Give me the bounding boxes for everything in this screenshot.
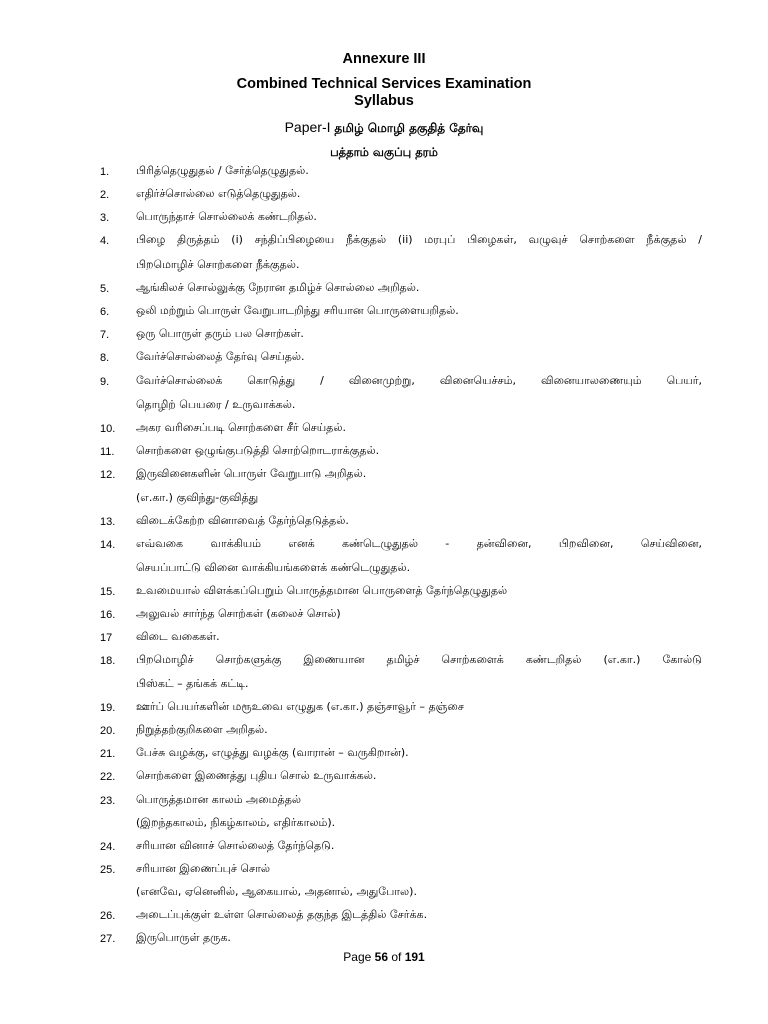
item-number: 15. — [100, 586, 116, 598]
page-current: 56 — [374, 950, 388, 964]
item-example: (எனவே, ஏனெனில், ஆகையால், அதனால், அதுபோல). — [136, 885, 417, 898]
item-number: 13. — [100, 516, 116, 528]
item-number: 11. — [100, 446, 115, 458]
item-example: (எ.கா.) குவிந்து-குவித்து — [136, 491, 259, 504]
item-text: இருபொருள் தருக. — [136, 931, 231, 944]
item-text-continued: பிஸ்கட் – தங்கக் கட்டி. — [136, 677, 249, 690]
item-text: எவ்வகை வாக்கியம் எனக் கண்டெழுதுதல் - தன்வினை, பிறவினை, செய்வினை, — [136, 537, 702, 550]
item-text-continued: செயப்பாட்டு வினை வாக்கியங்களைக் கண்டெழுதுதல். — [136, 561, 411, 574]
paper-label: Paper-I — [284, 119, 331, 135]
item-text-continued: பிறமொழிச் சொற்களை நீக்குதல். — [136, 258, 300, 271]
item-text: அடைப்புக்குள் உள்ள சொல்லைத் தகுந்த இடத்தில் சேர்க்க. — [136, 908, 428, 921]
item-number: 19. — [100, 702, 116, 714]
item-number: 17 — [100, 632, 113, 644]
item-number: 21. — [100, 748, 116, 760]
item-number: 23. — [100, 795, 116, 807]
paper-title: தமிழ் மொழி தகுதித் தேர்வு — [334, 121, 484, 135]
item-number: 20. — [100, 725, 116, 737]
annexure-heading: Annexure III — [342, 51, 426, 67]
item-number: 5. — [100, 283, 110, 295]
item-text: எதிர்ச்சொல்லை எடுத்தெழுதுதல். — [136, 187, 301, 200]
page-total: 191 — [404, 950, 425, 964]
of-word: of — [391, 950, 402, 964]
item-text: சரியான இணைப்புச் சொல் — [136, 862, 270, 875]
item-text-continued: தொழிற் பெயரை / உருவாக்கல். — [136, 398, 296, 411]
item-text: பொருத்தமான காலம் அமைத்தல் — [136, 793, 301, 806]
exam-title: Combined Technical Services Examination — [236, 76, 532, 92]
item-number: 16. — [100, 609, 116, 621]
item-text: நிறுத்தற்குறிகளை அறிதல். — [136, 723, 268, 736]
item-text: சரியான வினாச் சொல்லைத் தேர்ந்தெடு. — [136, 839, 335, 852]
item-text: ஊர்ப் பெயர்களின் மரூஉவை எழுதுக (எ.கா.) தஞ்சாவூர் – தஞ்சை — [136, 700, 464, 713]
item-text: விடை வகைகள். — [136, 630, 220, 643]
item-number: 22. — [100, 771, 116, 783]
item-number: 3. — [100, 212, 110, 224]
item-number: 27. — [100, 933, 116, 945]
item-number: 10. — [100, 423, 116, 435]
item-text: பிரித்தெழுதுதல் / சேர்த்தெழுதுதல். — [136, 164, 309, 177]
item-number: 18. — [100, 655, 116, 667]
page-word: Page — [343, 950, 372, 964]
item-text: பிழை திருத்தம் (i) சந்திப்பிழையை நீக்குதல் (ii) மரபுப் பிழைகள், வழுவுச் சொற்களை நீக்குதல் / — [136, 233, 702, 246]
item-text: ஒலி மற்றும் பொருள் வேறுபாடறிந்து சரியான பொருளையறிதல். — [136, 304, 459, 317]
item-number: 1. — [100, 166, 110, 178]
item-text: பிறமொழிச் சொற்களுக்கு இணையான தமிழ்ச் சொற்களைக் கண்டறிதல் (எ.கா.) கோல்டு — [136, 653, 702, 666]
item-text: பொருந்தாச் சொல்லைக் கண்டறிதல். — [136, 210, 317, 223]
item-text: ஆங்கிலச் சொல்லுக்கு நேரான தமிழ்ச் சொல்லை அறிதல். — [136, 281, 420, 294]
standard-heading: பத்தாம் வகுப்பு தரம் — [330, 145, 438, 159]
paper-heading — [0, 119, 768, 137]
item-number: 25. — [100, 864, 116, 876]
item-number: 4. — [100, 235, 110, 247]
item-text: அகர வரிசைப்படி சொற்களை சீர் செய்தல். — [136, 421, 346, 434]
item-example: (இறந்தகாலம், நிகழ்காலம், எதிர்காலம்). — [136, 816, 336, 829]
item-number: 7. — [100, 329, 110, 341]
item-text: இருவினைகளின் பொருள் வேறுபாடு அறிதல். — [136, 467, 367, 480]
item-text: பேச்சு வழக்கு, எழுத்து வழக்கு (வாரான் – வருகிறான்). — [136, 746, 409, 759]
item-text: சொற்களை ஒழுங்குபடுத்தி சொற்றொடராக்குதல். — [136, 444, 380, 457]
item-number: 14. — [100, 539, 116, 551]
syllabus-heading: Syllabus — [354, 93, 414, 109]
item-number: 2. — [100, 189, 110, 201]
item-text: வேர்ச்சொல்லைக் கொடுத்து / வினைமுற்று, வினையெச்சம், வினையாலணையும் பெயர், — [136, 374, 702, 387]
item-text: வேர்ச்சொல்லைத் தேர்வு செய்தல். — [136, 350, 305, 363]
item-text: அலுவல் சார்ந்த சொற்கள் (கலைச் சொல்) — [136, 607, 341, 620]
page-footer — [0, 950, 768, 964]
item-text: விடைக்கேற்ற வினாவைத் தேர்ந்தெடுத்தல். — [136, 514, 349, 527]
item-text: சொற்களை இணைத்து புதிய சொல் உருவாக்கல். — [136, 769, 377, 782]
item-number: 12. — [100, 469, 116, 481]
item-text: ஒரு பொருள் தரும் பல சொற்கள். — [136, 327, 304, 340]
item-text: உவமையால் விளக்கப்பெறும் பொருத்தமான பொருளைத் தேர்ந்தெழுதுதல் — [136, 584, 508, 597]
item-number: 8. — [100, 352, 110, 364]
item-number: 9. — [100, 376, 110, 388]
item-number: 26. — [100, 910, 116, 922]
item-number: 6. — [100, 306, 110, 318]
item-number: 24. — [100, 841, 116, 853]
